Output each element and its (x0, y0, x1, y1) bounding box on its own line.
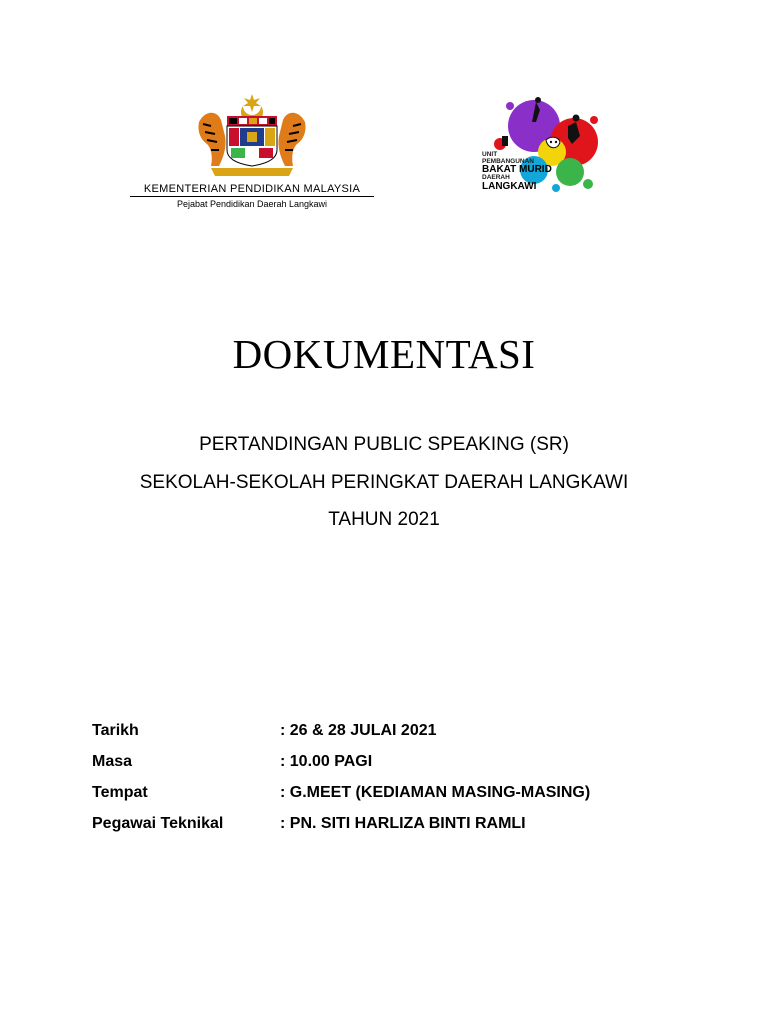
detail-value: : 26 & 28 JULAI 2021 (280, 722, 437, 739)
unit-logo-line: DAERAH (482, 174, 510, 181)
subtitle-line: PERTANDINGAN PUBLIC SPEAKING (SR) (199, 434, 569, 455)
coat-of-arms-icon (191, 92, 313, 178)
unit-logo-line: UNIT (482, 151, 498, 158)
detail-label: Masa (92, 753, 133, 770)
detail-value: : PN. SITI HARLIZA BINTI RAMLI (280, 815, 526, 832)
unit-logo-line: LANGKAWI (482, 180, 537, 192)
unit-logo-text (482, 152, 572, 192)
unit-logo (476, 92, 606, 216)
document-title: DOKUMENTASI (232, 331, 536, 377)
detail-label: Tempat (92, 784, 148, 801)
detail-label: Tarikh (92, 722, 139, 739)
divider (130, 196, 374, 197)
ministry-name: KEMENTERIAN PENDIDIKAN MALAYSIA (143, 183, 361, 195)
subtitle-line: SEKOLAH-SEKOLAH PERINGKAT DAERAH LANGKAWI (139, 472, 629, 493)
unit-logo-line: BAKAT MURID (482, 164, 552, 175)
ministry-office: Pejabat Pendidikan Daerah Langkawi (176, 199, 328, 209)
subtitle-line: TAHUN 2021 (328, 509, 440, 530)
unit-logo-line: PEMBANGUNAN (482, 157, 534, 165)
detail-value: : G.MEET (KEDIAMAN MASING-MASING) (280, 784, 591, 801)
detail-label: Pegawai Teknikal (92, 815, 224, 832)
detail-value: : 10.00 PAGI (280, 753, 373, 770)
ministry-logo (128, 92, 376, 222)
